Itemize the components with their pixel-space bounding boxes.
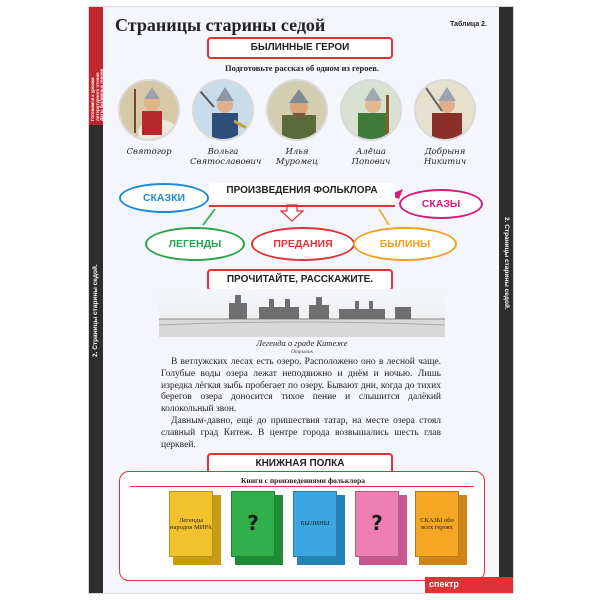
kitezh-caption: Легенда о граде Китеже [256, 338, 348, 348]
folklore-skazy-label: СКАЗЫ [421, 198, 461, 210]
kitezh-illustration [159, 289, 445, 337]
book-cover [355, 491, 399, 557]
kitezh-paragraph-1: В ветлужских лесах есть озеро. Расположено оно в лесной чаще. Голубые воды озера лежат неподвижно и днём и ночью. Лишь изредка лёгкая зыбь пробегает по озеру. Бывают дни, когда до тихих берегов озера доносится тихое пение и слышится далёкий колокольный звон. [161, 357, 441, 415]
kitezh-text [161, 357, 441, 451]
folklore-underline [209, 205, 395, 207]
book-cover [415, 491, 459, 557]
book-unknown-2[interactable] [355, 491, 403, 561]
hero-portrait [192, 79, 254, 141]
folklore-legendy-label: ЛЕГЕНДЫ [168, 238, 222, 250]
book-cover [293, 491, 337, 557]
question-mark-icon: ? [247, 511, 259, 536]
hero-name: Алёша Попович [351, 147, 391, 167]
heroes-subtitle: Подготовьте рассказ об одном из героев. [225, 63, 379, 73]
book-legends[interactable] [169, 491, 217, 561]
hero-alyosha [338, 79, 404, 167]
page-title: Страницы старины седой [115, 15, 326, 35]
left-side-text: 2. Страницы старины седой. [92, 264, 99, 357]
folklore-byliny [353, 227, 457, 261]
warrior-portrait-icon [342, 81, 402, 141]
book-cover [231, 491, 275, 557]
hero-ilya [264, 79, 330, 167]
hero-portrait [340, 79, 402, 141]
kitezh-city-icon [159, 289, 445, 337]
book-unknown-1[interactable] [231, 491, 279, 561]
folklore-center-label: ПРОИЗВЕДЕНИЯ ФОЛЬКЛОРА [226, 185, 378, 196]
poster [88, 6, 514, 594]
book-cover [169, 491, 213, 557]
bookshelf-subtitle: Книги с произведениями фольклора [240, 476, 366, 485]
book-skazy[interactable] [415, 491, 463, 561]
bookshelf-banner: КНИЖНАЯ ПОЛКА [207, 453, 393, 475]
folklore-byliny-label: БЫЛИНЫ [379, 238, 431, 250]
right-side-strip [499, 7, 513, 594]
hero-dobrynya [412, 79, 478, 167]
hero-name: Вольга Святославович [190, 147, 262, 167]
footer-logo [425, 577, 513, 593]
reading-banner: ПРОЧИТАЙТЕ, РАССКАЖИТЕ. [207, 269, 393, 291]
folklore-predaniya [251, 227, 355, 261]
warrior-portrait-icon [120, 81, 180, 141]
right-side-text: 2. Страницы старины седой. [503, 217, 510, 310]
folklore-center [209, 183, 395, 203]
question-mark-icon: ? [371, 511, 383, 536]
hero-portrait [266, 79, 328, 141]
book-byliny[interactable] [293, 491, 341, 561]
warrior-portrait-icon [416, 81, 476, 141]
bookshelf-divider [130, 486, 474, 487]
table-number: Таблица 2. [450, 21, 487, 28]
hero-svyatogor [116, 79, 182, 157]
hero-portrait [414, 79, 476, 141]
left-side-red-block [89, 7, 103, 125]
folklore-skazy [399, 189, 483, 219]
folklore-legendy [145, 227, 245, 261]
folklore-skazki-label: СКАЗКИ [142, 192, 186, 204]
left-side-strip [89, 7, 103, 594]
folklore-predaniya-label: ПРЕДАНИЯ [273, 238, 333, 250]
warrior-portrait-icon [194, 81, 254, 141]
book-byliny-label: БЫЛИНЫ [300, 520, 330, 528]
book-skazy-label: СКАЗЫ обо всех героях [420, 516, 454, 531]
hero-volga [190, 79, 262, 167]
hero-portrait [118, 79, 180, 141]
heroes-banner: БЫЛИННЫЕ ГЕРОИ [207, 37, 393, 59]
kitezh-caption-sub: Отрывок [290, 349, 314, 355]
warrior-portrait-icon [268, 81, 328, 141]
kitezh-paragraph-2: Давным-давно, ещё до пришествия татар, на месте озера стоял славный град Китеж. В центре города возвышались шесть глав церквей. [161, 415, 441, 450]
left-side-red-text: Готовимся к урокам литературного чтения Даты былинных героев [90, 68, 105, 121]
book-legends-label: Легенды народов МИРА [170, 516, 212, 531]
hero-name: Илья Муромец [275, 147, 319, 167]
hero-name: Добрыня Никитич [423, 147, 467, 167]
hero-name: Святогор [126, 147, 172, 157]
footer-brand: спектр [429, 579, 459, 589]
folklore-skazki [119, 183, 209, 213]
